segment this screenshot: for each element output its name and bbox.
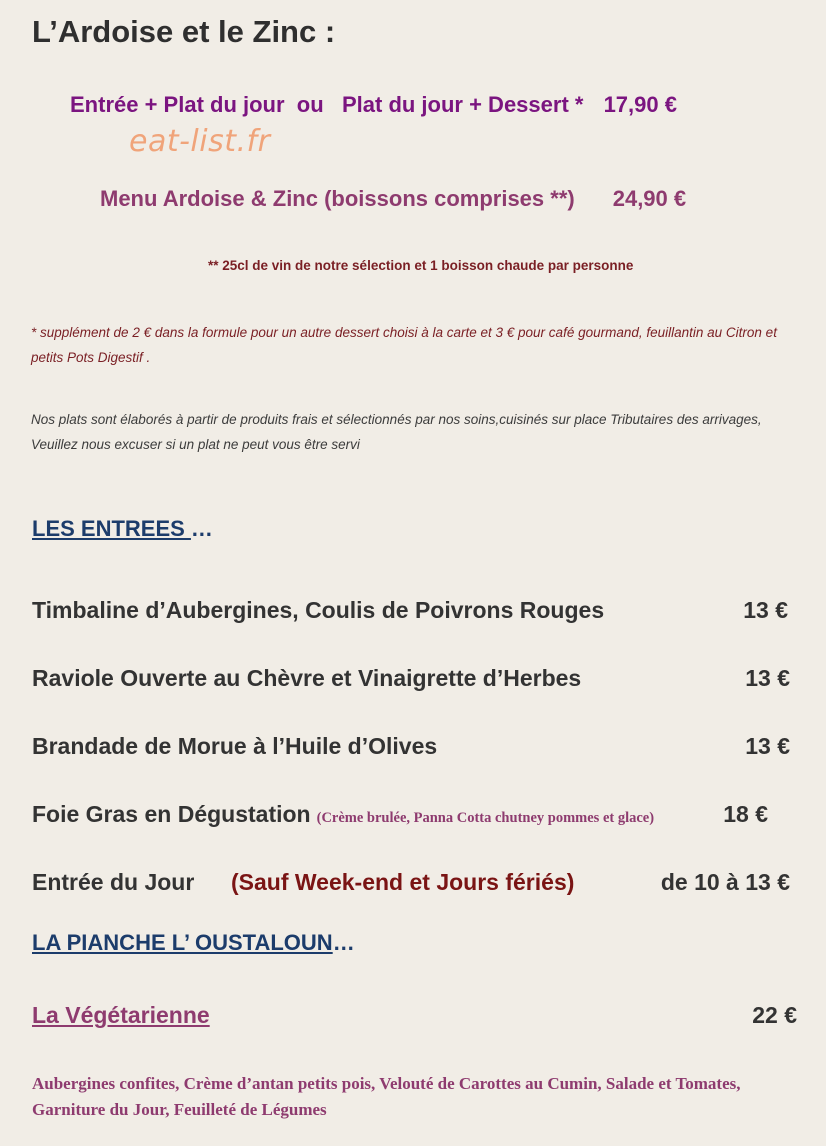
vegetarienne-description: Aubergines confites, Crème d’antan petits pois, Velouté de Carottes au Cumin, Salade et Tomates, Garniture du Jour, Feuilleté de Légumes [32, 1074, 741, 1119]
dish-price: de 10 à 13 € [660, 869, 790, 895]
dish-note: (Crème brulée, Panna Cotta chutney pommes et glace) [316, 810, 655, 826]
formula-line [70, 92, 677, 118]
formula-text: Entrée + Plat du jour ou Plat du jour + Dessert * [70, 92, 590, 117]
menu-line [100, 186, 686, 212]
dish-name: Brandade de Morue à l’Huile d’Olives [32, 733, 438, 759]
section-pianche-ellipsis: … [332, 930, 355, 955]
dish-item [32, 801, 654, 828]
dish-item [32, 869, 194, 896]
menu-text: Menu Ardoise & Zinc (boissons comprises **) [100, 186, 575, 211]
note-produits: Nos plats sont élaborés à partir de produits frais et sélectionnés par nos soins,cuisinés sur place Tributaires des arrivages, Veuillez nous excuser si un plat ne peut vous être servi [31, 412, 762, 452]
section-entrees-heading[interactable] [32, 516, 213, 542]
dish-item [32, 665, 581, 692]
dish-note: (Sauf Week-end et Jours fériés) [231, 869, 575, 895]
vegetarienne-link[interactable]: La Végétarienne [32, 1002, 210, 1028]
dish-name: Foie Gras en Dégustation [32, 801, 311, 827]
dish-name: Timbaline d’Aubergines, Coulis de Poivrons Rouges [32, 597, 605, 623]
section-pianche-link[interactable]: LA PIANCHE L’ OUSTALOUN [32, 930, 333, 955]
dish-item [32, 597, 604, 624]
section-entrees-ellipsis: … [190, 516, 213, 541]
watermark: eat-list.fr [129, 124, 271, 159]
dish-price: 13 € [745, 733, 790, 759]
menu-price: 24,90 € [612, 186, 687, 211]
dish-price: 13 € [745, 665, 790, 691]
note-boissons: ** 25cl de vin de notre sélection et 1 boisson chaude par personne [208, 258, 634, 273]
dish-item [32, 733, 437, 760]
dish-price: 13 € [743, 597, 788, 623]
note-supplement: * supplément de 2 € dans la formule pour un autre dessert choisi à la carte et 3 € pour café gourmand, feuillantin au Citron et petits Pots Digestif . [31, 325, 777, 365]
section-pianche-heading[interactable] [32, 930, 355, 956]
vegetarienne-price: 22 € [752, 1002, 797, 1028]
dish-name: Entrée du Jour [32, 869, 195, 895]
dish-price: 18 € [723, 801, 768, 827]
formula-price: 17,90 € [603, 92, 677, 117]
section-entrees-link[interactable]: LES ENTREES [32, 516, 191, 541]
page-title: L’Ardoise et le Zinc : [32, 14, 336, 49]
dish-name: Raviole Ouverte au Chèvre et Vinaigrette d’Herbes [32, 665, 582, 691]
